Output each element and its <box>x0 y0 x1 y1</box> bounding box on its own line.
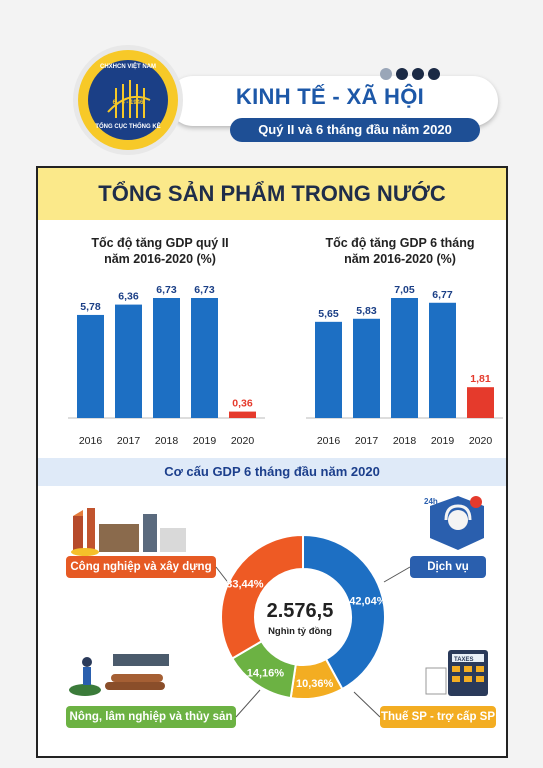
q2-value-label: 6,36 <box>118 290 139 303</box>
taxes-label: TAXES <box>454 657 474 663</box>
chart1-title-line2: năm 2016-2020 (%) <box>104 252 216 266</box>
gdp-6m-bar-chart <box>298 280 513 450</box>
structure-title: Cơ cấu GDP 6 tháng đầu năm 2020 <box>164 464 380 479</box>
donut-slice-label: 10,36% <box>295 677 334 690</box>
h1-bar-2018 <box>391 298 418 418</box>
chart2-title-line2: năm 2016-2020 (%) <box>344 252 456 266</box>
gdp-q2-bar-chart <box>60 280 275 450</box>
h1-bar-2017 <box>353 319 380 418</box>
donut-slice-label: 14,16% <box>246 667 285 680</box>
panel-title: TỔNG SẢN PHẨM TRONG NƯỚC <box>98 181 446 206</box>
q2-tick-label: 2018 <box>154 435 179 447</box>
h1-value-label: 7,05 <box>394 284 415 296</box>
h1-tick-label: 2018 <box>392 435 417 447</box>
h1-tick-label: 2016 <box>316 435 341 447</box>
tag-industry: Công nghiệp và xây dựng <box>66 556 216 578</box>
donut-center-unit: Nghìn tỷ đồng <box>268 626 332 637</box>
farmer-logs-icon <box>65 646 175 702</box>
q2-value-label: 5,78 <box>80 300 101 313</box>
q2-value-label: 6,73 <box>156 284 177 296</box>
h1-value-label: 1,81 <box>470 373 491 386</box>
q2-bar-2016 <box>77 315 104 418</box>
chart1-title-line1: Tốc độ tăng GDP quý II <box>91 236 229 250</box>
q2-bar-2019 <box>191 298 218 418</box>
h1-tick-label: 2017 <box>354 435 379 447</box>
tag-agriculture: Nông, lâm nghiệp và thủy sản <box>66 706 236 728</box>
h1-value-label: 5,83 <box>356 304 377 317</box>
q2-value-label: 0,36 <box>232 397 253 410</box>
logo-text-bottom: TỔNG CỤC THỐNG KÊ <box>95 124 161 130</box>
q2-bar-2020 <box>229 412 256 418</box>
header-dot <box>428 68 440 80</box>
h1-tick-label: 2019 <box>430 435 455 447</box>
h1-bar-2020 <box>467 387 494 418</box>
q2-tick-label: 2016 <box>78 435 103 447</box>
logo-text-date: 6 - 5 - 1946 <box>112 100 144 106</box>
calculator-tax-icon <box>424 646 494 702</box>
h1-value-label: 6,77 <box>432 288 453 301</box>
logo-text-top: CHXHCN VIỆT NAM <box>99 64 156 70</box>
chart2-title <box>300 235 500 267</box>
tag-services: Dịch vụ <box>410 556 486 578</box>
q2-bar-2017 <box>115 305 142 418</box>
h1-value-label: 5,65 <box>318 307 339 320</box>
donut-center-value: 2.576,5 <box>266 600 334 622</box>
support-24h-label: 24h <box>424 497 438 506</box>
tag-tax: Thuế SP - trợ cấp SP <box>380 706 496 728</box>
q2-bar-2018 <box>153 298 180 418</box>
h1-bar-2019 <box>429 303 456 418</box>
page-subtitle: Quý II và 6 tháng đầu năm 2020 <box>230 118 480 142</box>
q2-tick-label: 2017 <box>116 435 141 447</box>
chart1-title <box>60 235 260 267</box>
header-dot <box>412 68 424 80</box>
q2-tick-label: 2019 <box>192 435 217 447</box>
chart2-title-line1: Tốc độ tăng GDP 6 tháng <box>325 236 475 250</box>
header-dot <box>396 68 408 80</box>
q2-value-label: 6,73 <box>194 284 215 296</box>
header-dot <box>380 68 392 80</box>
h1-bar-2016 <box>315 322 342 418</box>
h1-tick-label: 2020 <box>468 435 493 447</box>
donut-slice-label: 33,44% <box>226 578 264 591</box>
donut-slice-label: 42,04% <box>349 595 387 608</box>
page-title: KINH TẾ - XÃ HỘI <box>235 84 425 109</box>
q2-tick-label: 2020 <box>230 435 255 447</box>
